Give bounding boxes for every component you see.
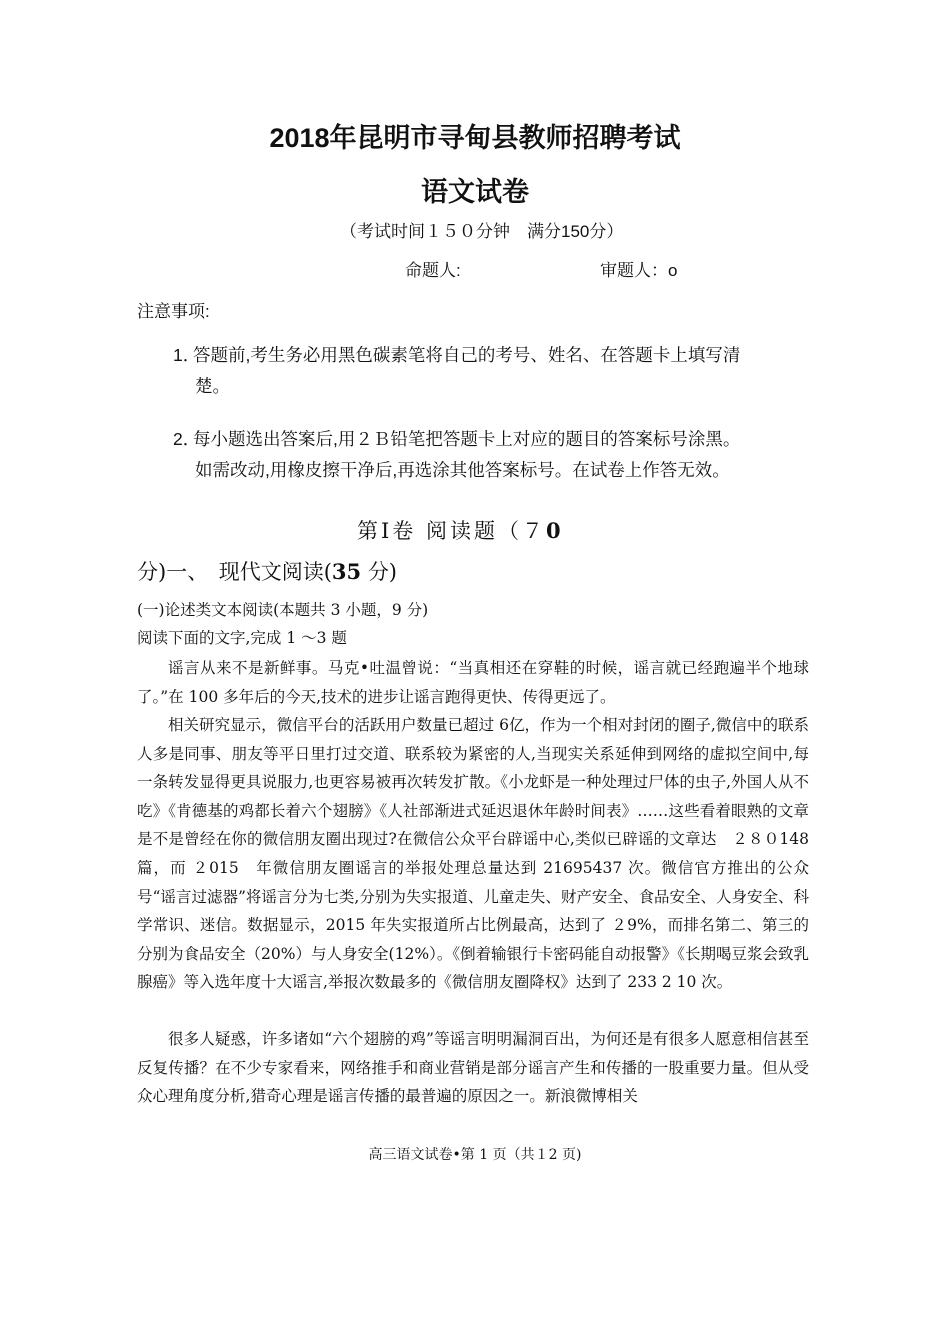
section-subtitle — [137, 556, 397, 586]
exam-subtitle: 语文试卷 — [421, 177, 529, 207]
exam-title: 2018年昆明市寻甸县教师招聘考试 — [269, 123, 681, 153]
passage-paragraph: 相关研究显示，微信平台的活跃用户数量已超过 6亿，作为一个相对封闭的圈子,微信中的联系人多是同事、朋友等平日里打过交道、联系较为紧密的人,当现实关系延伸到网络的虚拟空间中,每一条转发显得更具说服力,也更容易被再次转发扩散。《小龙虾是一种处理过尸体的虫子,外国人从不吃》《肯德基的鸡都长着六个翅膀》《人社部渐进式延迟退休年龄时间表》……这些看着眼熟的文章是不是曾经在你的微信朋友圈出现过?在微信公众平台辟谣中心,类似已辟谣的文章达 ２８０148 篇，而 ２015 年微信朋友圈谣言的举报处理总量达到 21695437 次。微信官方推出的公众号“谣言过滤器”将谣言分为七类,分别为失实报道、儿童走失、财产安全、食品安全、人身安全、科学常识、迷信。数据显示，2015 年失实报道所占比例最高，达到了 ２9%，而排名第二、第三的分别为食品安全（20%）与人身安全(12%）。《倒着输银行卡密码能自动报警》《长期喝豆浆会致乳腺癌》等入选年度十大谣言,举报次数最多的《微信朋友圈降权》达到了 233 2 10 次。 — [137, 716, 825, 992]
notice-text: 答题前,考生务必用黑色碳素笔将自己的考号、姓名、在答题卡上填写清 — [193, 345, 741, 365]
notice-number: 2． — [173, 429, 201, 449]
notice-text: 楚。 — [195, 376, 230, 396]
setter-label: 命题人: — [405, 261, 461, 280]
reading-instruction: 阅读下面的文字,完成 1 ～3 题 — [137, 629, 347, 647]
page-footer: 高三语文试卷•第 1 页（共１2 页) — [368, 1147, 582, 1163]
section-title — [357, 515, 564, 545]
passage-paragraph: 谣言从来不是新鲜事。马克•吐温曾说：“当真相还在穿鞋的时候，谣言就已经跑遍半个地球了。”在 100 多年后的今天,技术的进步让谣言跑得更快、传得更远了。 — [137, 659, 809, 706]
passage-paragraph: 很多人疑惑，许多诸如“六个翅膀的鸡”等谣言明明漏洞百出，为何还是有很多人愿意相信甚至反复传播？在不少专家看来，网络推手和商业营销是部分谣言产生和传播的一股重要力量。但从受众心理角度分析,猎奇心理是谣言传播的最普遍的原因之一。新浪微博相关 — [137, 1030, 809, 1106]
section-subtitle-text: 分)一、 现代文阅读( — [137, 560, 332, 584]
notice-heading: 注意事项: — [137, 302, 210, 321]
section-title-text: 第Ⅰ卷 阅读题（７ — [357, 519, 546, 543]
section-subtitle-text: 分) — [367, 560, 398, 584]
notice-text: 每小题选出答案后,用２Ｂ铅笔把答题卡上对应的题目的答案标号涂黑。 — [193, 429, 741, 449]
notice-number: 1． — [173, 345, 201, 365]
reviewer-label: 审题人：ο — [600, 261, 678, 280]
subsection-heading: (一)论述类文本阅读(本题共 3 小题，9 分) — [137, 601, 429, 619]
section-subtitle-score: 35 — [331, 559, 362, 584]
notice-text: 如需改动,用橡皮擦干净后,再选涂其他答案标号。在试卷上作答无效。 — [195, 460, 730, 480]
notice-item — [173, 424, 833, 486]
notice-item — [173, 340, 833, 402]
section-title-score: 0 — [545, 518, 564, 543]
exam-info: （考试时间１５０分钟 满分150分） — [340, 222, 624, 241]
